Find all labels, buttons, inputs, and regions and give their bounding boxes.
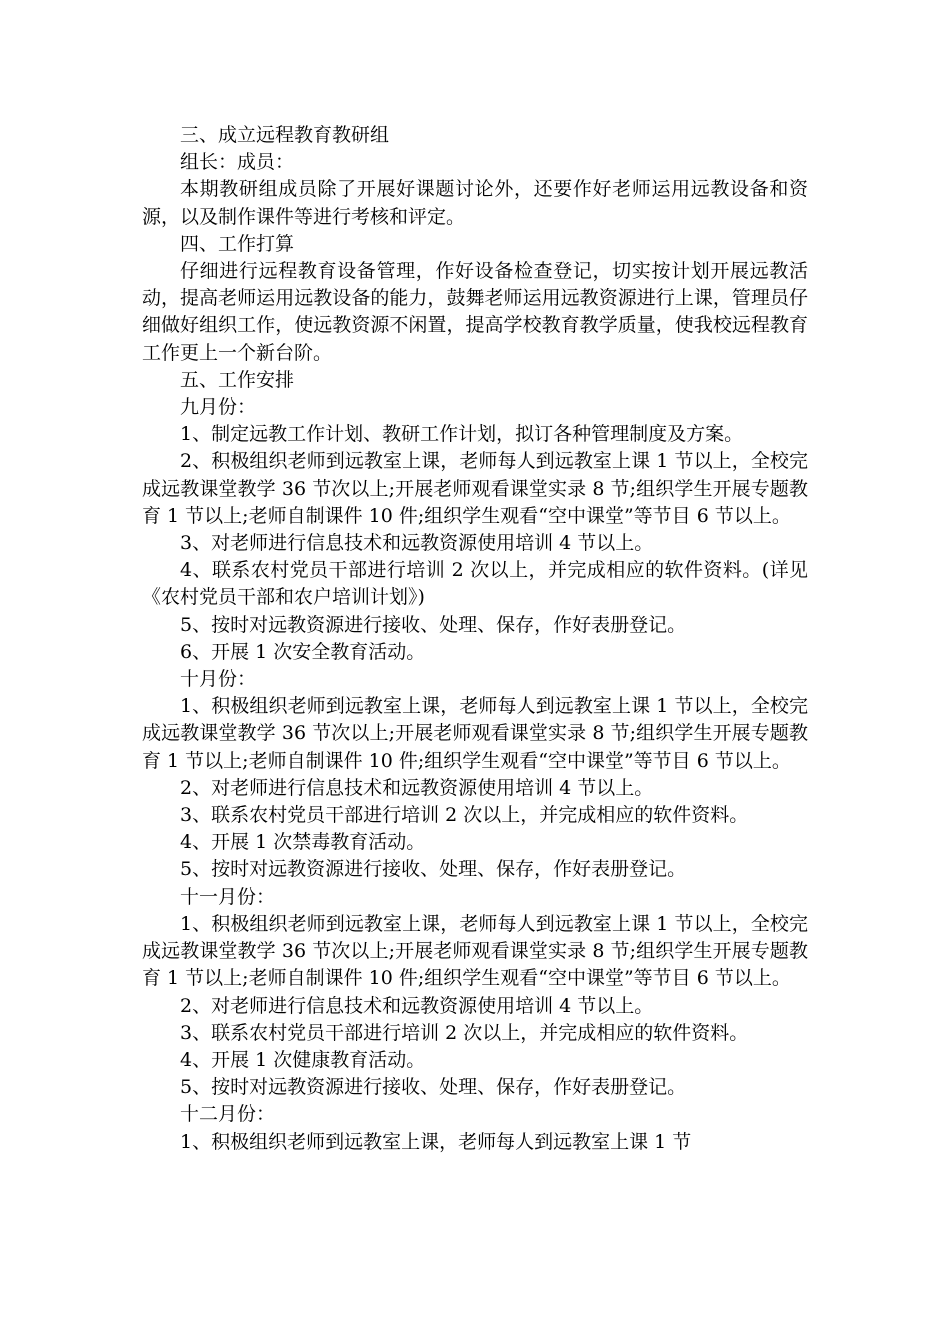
list-item: 2、对老师进行信息技术和远教资源使用培训 4 节以上。 bbox=[180, 776, 654, 799]
heading-section-3: 三、成立远程教育教研组 bbox=[180, 124, 390, 146]
list-item: 3、联系农村党员干部进行培训 2 次以上，并完成相应的软件资料。 bbox=[180, 804, 749, 827]
list-item: 5、按时对远教资源进行接收、处理、保存，作好表册登记。 bbox=[180, 858, 687, 881]
list-item: 6、开展 1 次安全教育活动。 bbox=[180, 640, 426, 663]
list-item: 4、联系农村党员干部进行培训 2 次以上，并完成相应的软件资料。(详见《农村党员干部和农户培训计划》) bbox=[142, 559, 808, 609]
paragraph-group-leaders: 组长：成员： bbox=[180, 151, 295, 174]
heading-section-4: 四、工作打算 bbox=[180, 232, 295, 255]
list-item: 4、开展 1 次健康教育活动。 bbox=[180, 1048, 426, 1071]
list-item: 3、联系农村党员干部进行培训 2 次以上，并完成相应的软件资料。 bbox=[180, 1021, 749, 1044]
heading-october: 十月份： bbox=[180, 668, 257, 691]
list-item: 1、积极组织老师到远教室上课，老师每人到远教室上课 1 节以上，全校完成远教课堂教学 36 节次以上;开展老师观看课堂实录 8 节;组织学生开展专题教育 1 节以上;老师自制课件 10 件;组织学生观看“空中课堂”等节目 6 节以上。 bbox=[142, 695, 808, 772]
heading-december: 十二月份： bbox=[180, 1103, 276, 1126]
list-item: 1、积极组织老师到远教室上课，老师每人到远教室上课 1 节以上，全校完成远教课堂教学 36 节次以上;开展老师观看课堂实录 8 节;组织学生开展专题教育 1 节以上;老师自制课件 10 件;组织学生观看“空中课堂”等节目 6 节以上。 bbox=[142, 912, 808, 990]
list-item: 3、对老师进行信息技术和远教资源使用培训 4 节以上。 bbox=[180, 532, 654, 555]
document-body bbox=[142, 122, 808, 1156]
heading-september: 九月份： bbox=[180, 396, 257, 419]
list-item: 5、按时对远教资源进行接收、处理、保存，作好表册登记。 bbox=[180, 1076, 687, 1099]
heading-section-5: 五、工作安排 bbox=[180, 368, 295, 391]
list-item: 4、开展 1 次禁毒教育活动。 bbox=[180, 831, 426, 854]
list-item: 1、制定远教工作计划、教研工作计划，拟订各种管理制度及方案。 bbox=[180, 423, 744, 446]
paragraph-work-plan: 仔细进行远程教育设备管理，作好设备检查登记，切实按计划开展远教活动，提高老师运用远教设备的能力，鼓舞老师运用远教资源进行上课，管理员仔细做好组织工作，使远教资源不闲置，提高学校教育教学质量，使我校远程教育工作更上一个新台阶。 bbox=[142, 260, 808, 364]
list-item: 5、按时对远教资源进行接收、处理、保存，作好表册登记。 bbox=[180, 613, 687, 636]
paragraph-group-duties: 本期教研组成员除了开展好课题讨论外，还要作好老师运用远教设备和资源，以及制作课件等进行考核和评定。 bbox=[142, 178, 808, 228]
list-item: 1、积极组织老师到远教室上课，老师每人到远教室上课 1 节 bbox=[180, 1130, 692, 1153]
heading-november: 十一月份： bbox=[180, 885, 276, 908]
list-item: 2、积极组织老师到远教室上课，老师每人到远教室上课 1 节以上，全校完成远教课堂教学 36 节次以上;开展老师观看课堂实录 8 节;组织学生开展专题教育 1 节以上;老师自制课件 10 件;组织学生观看“空中课堂”等节目 6 节以上。 bbox=[142, 450, 808, 527]
list-item: 2、对老师进行信息技术和远教资源使用培训 4 节以上。 bbox=[180, 994, 654, 1017]
